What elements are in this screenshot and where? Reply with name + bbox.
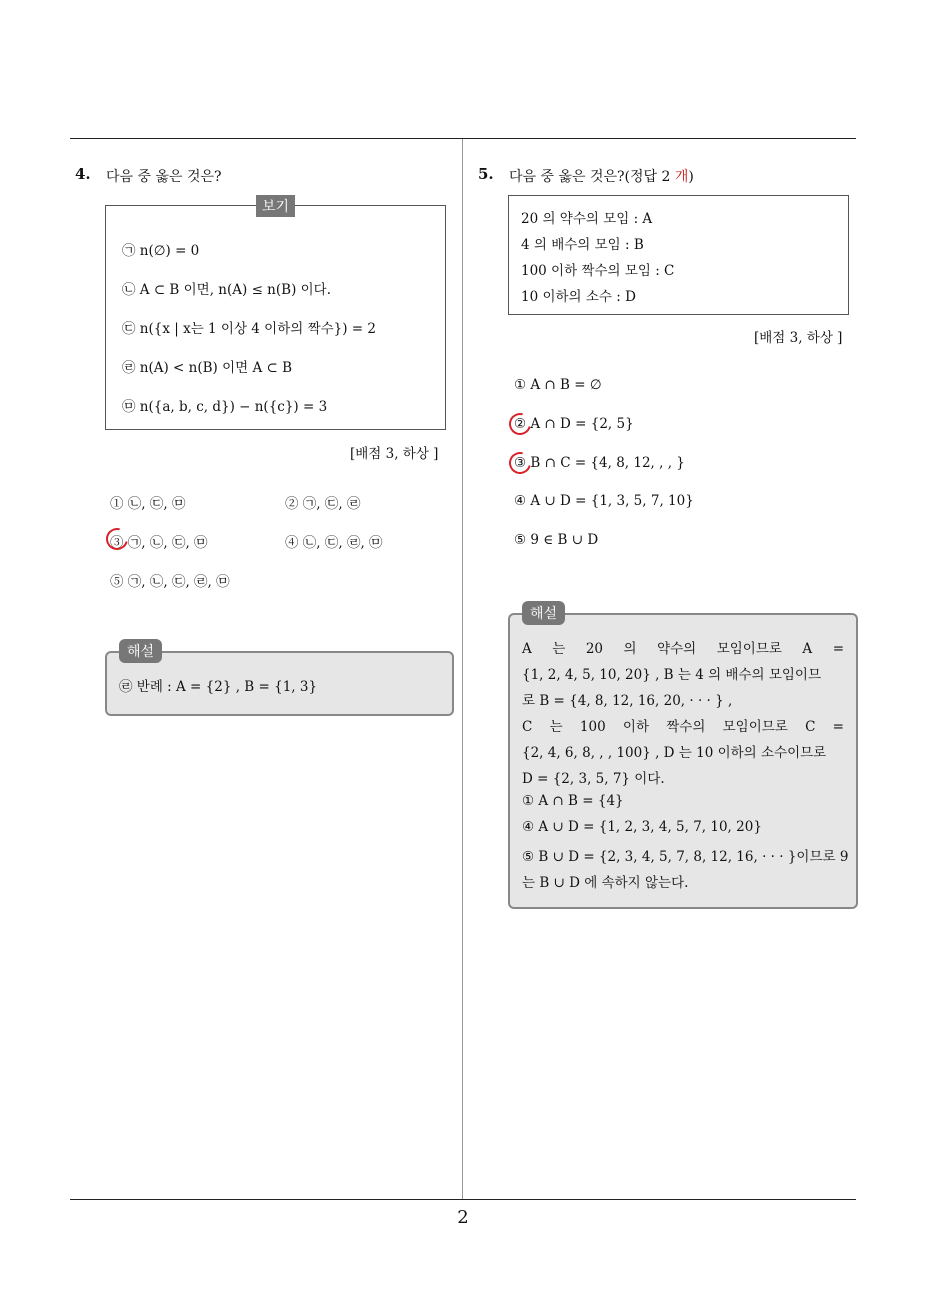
- q5-haeseol-line: {1, 2, 4, 5, 10, 20} , B 는 4 의 배수의 모임이므: [522, 667, 822, 683]
- q4-bogi-item: ㉤ n({a, b, c, d}) − n({c}) = 3: [122, 399, 328, 415]
- q5-question-highlight: 개: [674, 169, 689, 185]
- q5-score: [배점 3, 하상 ]: [754, 330, 843, 346]
- q4-bogi-item: ㉢ n({x | x는 1 이상 4 이하의 짝수}) = 2: [122, 321, 377, 337]
- page-number: 2: [457, 1207, 469, 1228]
- q4-choice-3[interactable]: ③ ㉠, ㉡, ㉢, ㉤: [110, 535, 208, 551]
- q5-info-box: [508, 195, 849, 315]
- q5-haeseol-label: 해설: [522, 601, 565, 625]
- q5-choice-1[interactable]: ① A ∩ B = ∅: [514, 377, 602, 393]
- top-rule: [70, 138, 856, 139]
- q4-bogi-item: ㉠ n(∅) = 0: [122, 243, 200, 259]
- q4-score: [배점 3, 하상 ]: [350, 446, 439, 462]
- q5-haeseol-line: C 는 100 이하 짝수의 모임이므로 C =: [522, 719, 844, 735]
- q4-choice-2[interactable]: ② ㉠, ㉢, ㉣: [285, 496, 361, 512]
- q5-choice-3[interactable]: ③ B ∩ C = {4, 8, 12, , , }: [514, 455, 685, 471]
- q5-question: [509, 166, 694, 186]
- q5-choice-5[interactable]: ⑤ 9 ∈ B ∪ D: [514, 532, 599, 548]
- q5-haeseol-line: {2, 4, 6, 8, , , 100} , D 는 10 이하의 소수이므로: [522, 745, 827, 761]
- q4-question: 다음 중 옳은 것은?: [106, 169, 222, 185]
- q5-info-line: 100 이하 짝수의 모임 : C: [521, 263, 675, 279]
- bottom-rule: [70, 1199, 856, 1200]
- q5-question-end: ): [688, 169, 694, 185]
- q4-haeseol-box: [105, 644, 454, 716]
- q5-haeseol-line: 로 B = {4, 8, 12, 16, 20, · · · } ,: [522, 693, 733, 709]
- q5-answer-mark-icon: [505, 448, 535, 478]
- q5-info-line: 20 의 약수의 모임 : A: [521, 211, 653, 227]
- q5-haeseol-line: ① A ∩ B = {4}: [522, 793, 624, 809]
- q5-info-line: 4 의 배수의 모임 : B: [521, 237, 644, 253]
- q4-choice-4[interactable]: ④ ㉡, ㉢, ㉣, ㉤: [285, 535, 383, 551]
- q5-choice-2[interactable]: ② A ∩ D = {2, 5}: [514, 416, 634, 432]
- q5-question-main: 다음 중 옳은 것은?(정답 2: [509, 169, 675, 185]
- q5-choice-4[interactable]: ④ A ∪ D = {1, 3, 5, 7, 10}: [514, 493, 694, 509]
- q5-info-line: 10 이하의 소수 : D: [521, 289, 636, 305]
- column-divider: [462, 139, 463, 1199]
- q5-haeseol-line: ⑤ B ∪ D = {2, 3, 4, 5, 7, 8, 12, 16, · · · }이므로 9: [522, 849, 849, 865]
- q4-bogi-label: 보기: [256, 195, 295, 217]
- q4-bogi-item: ㉡ A ⊂ B 이면, n(A) ≤ n(B) 이다.: [122, 282, 331, 298]
- q4-number: 4.: [75, 165, 91, 183]
- q5-haeseol-line: A 는 20 의 약수의 모임이므로 A =: [522, 641, 844, 657]
- q5-haeseol-line: ④ A ∪ D = {1, 2, 3, 4, 5, 7, 10, 20}: [522, 819, 762, 835]
- q5-haeseol-line: 는 B ∪ D 에 속하지 않는다.: [522, 875, 689, 891]
- q4-bogi-box: [105, 199, 446, 430]
- q4-haeseol-label: 해설: [119, 639, 162, 663]
- q5-number: 5.: [478, 165, 494, 183]
- q5-haeseol-line: D = {2, 3, 5, 7} 이다.: [522, 771, 665, 787]
- q5-haeseol-box: [508, 606, 858, 909]
- q4-bogi-item: ㉣ n(A) < n(B) 이면 A ⊂ B: [122, 360, 293, 376]
- q4-haeseol-text: ㉣ 반례 : A = {2} , B = {1, 3}: [119, 679, 318, 695]
- q4-choice-1[interactable]: ① ㉡, ㉢, ㉤: [110, 496, 186, 512]
- q5-answer-mark-icon: [505, 409, 535, 439]
- q4-choice-5[interactable]: ⑤ ㉠, ㉡, ㉢, ㉣, ㉤: [110, 574, 230, 590]
